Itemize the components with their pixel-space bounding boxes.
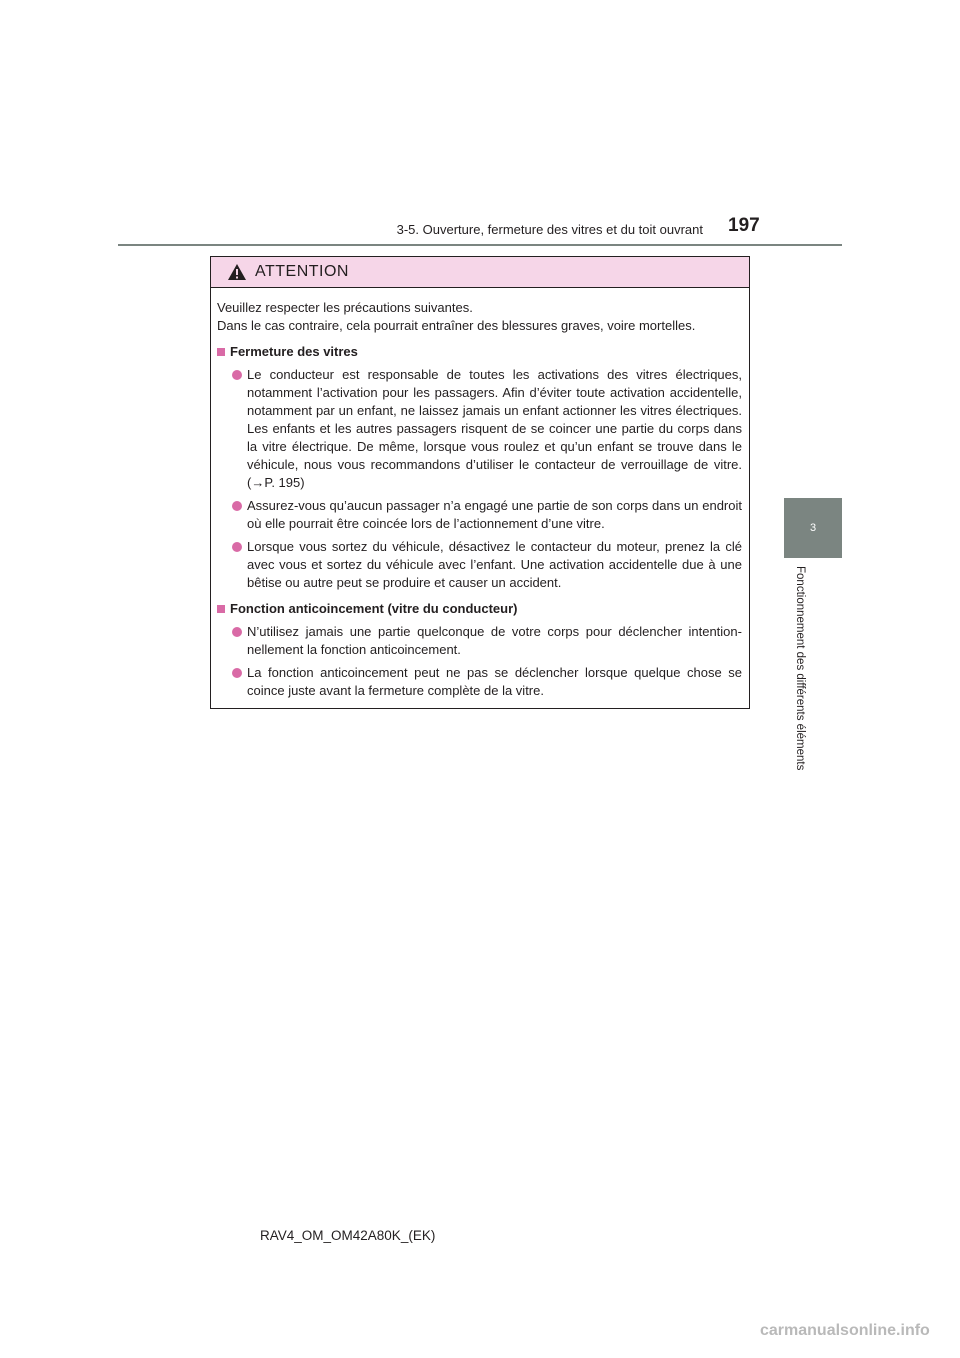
list-item-text: Assurez-vous qu’aucun passager n’a engagé une partie de son corps dans un endroit où elle pourrait être coincée lors de l’actionnement d’une vitre. (247, 498, 742, 531)
warning-intro-line: Veuillez respecter les précautions suivantes. (217, 300, 473, 315)
warning-body (211, 288, 749, 700)
section-heading-text: Fermeture des vitres (230, 344, 358, 359)
page-number: 197 (728, 215, 760, 236)
header-divider (118, 244, 842, 246)
section-heading-anti-pinch (217, 600, 742, 618)
list-item (217, 664, 742, 700)
section-heading-window-closing (217, 343, 742, 361)
chapter-number: 3 (809, 522, 817, 534)
list-item (217, 366, 742, 492)
circle-bullet-icon (232, 668, 242, 678)
circle-bullet-icon (232, 627, 242, 637)
watermark-logo[interactable]: carmanualsonline.info (760, 1322, 930, 1339)
circle-bullet-icon (232, 370, 242, 380)
running-header-section: 3-5. Ouverture, fermeture des vitres et du toit ouvrant (396, 222, 703, 237)
document-code: RAV4_OM_OM42A80K_(EK) (260, 1228, 436, 1243)
list-item (217, 623, 742, 659)
circle-bullet-icon (232, 501, 242, 511)
list-item-text: La fonction anticoincement peut ne pas se déclencher lorsque quelque chose se coince juste avant la fermeture complète de la vitre. (247, 665, 742, 698)
list-item-text: N’utilisez jamais une partie quelconque de votre corps pour déclencher intentionnellement la fonction anticoincement. (247, 624, 742, 657)
square-bullet-icon (217, 605, 225, 613)
list-item (217, 538, 742, 592)
warning-header (211, 257, 749, 288)
list-item-text: Le conducteur est responsable de toutes les activations des vitres électriques, notamment l’activation pour les passagers. Afin d’éviter toute activation accidentelle, notamment par un enfant, ne laissez jamais un enfant actionner les vitres électriques. Les enfants et les autres passagers risquent de se coincer une partie du corps dans la vitre électrique. De même, lorsque vous roulez et qu’un enfant se trouve dans le véhicule, nous vous recommandons d’utiliser le contacteur de verrouillage de vitre. (→P. 195) (247, 367, 742, 490)
warning-box (210, 256, 750, 709)
warning-triangle-icon (227, 263, 247, 281)
square-bullet-icon (217, 348, 225, 356)
circle-bullet-icon (232, 542, 242, 552)
list-item-text: Lorsque vous sortez du véhicule, désactivez le contacteur du moteur, prenez la clé avec vous et sortez du véhicule avec l’enfant. Une activation accidentelle due à une bêtise ou autre peut se produire et causer un accident. (247, 539, 742, 590)
list-item (217, 497, 742, 533)
warning-intro-line: Dans le cas contraire, cela pourrait entraîner des blessures graves, voire mortelles. (217, 318, 696, 333)
warning-title: ATTENTION (255, 263, 349, 280)
chapter-tab (784, 498, 842, 558)
chapter-title: Fonctionnement des différents éléments (794, 566, 806, 771)
section-heading-text: Fonction anticoincement (vitre du conducteur) (230, 601, 518, 616)
